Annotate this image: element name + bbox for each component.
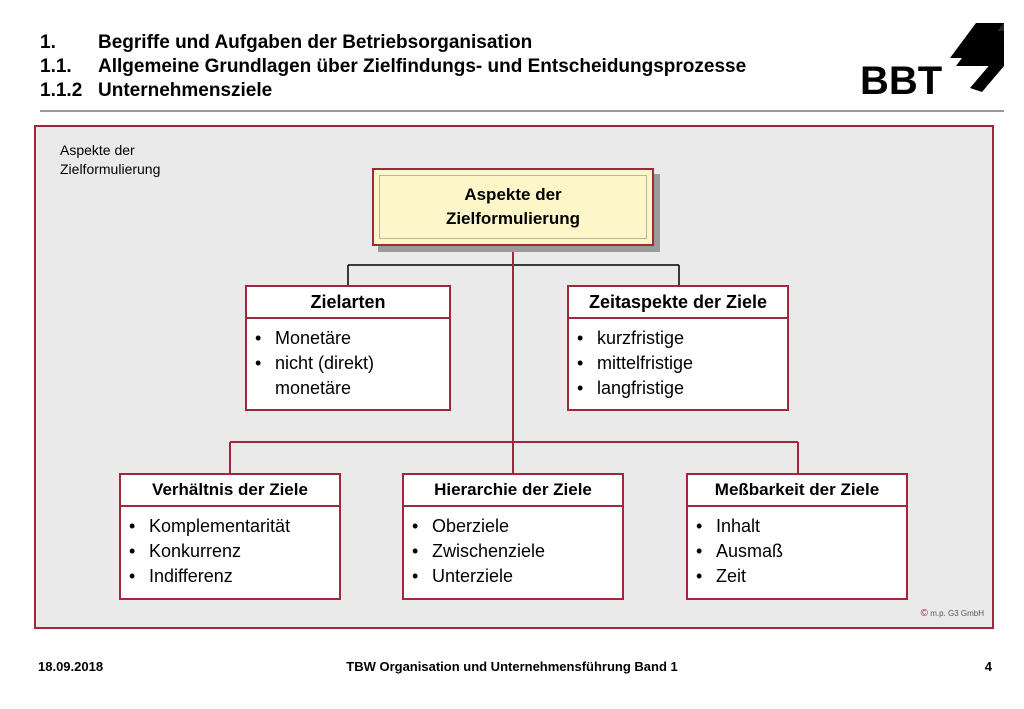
zielarten-box — [245, 285, 451, 411]
panel-caption-line: Zielformulierung — [60, 161, 161, 177]
header-number: 1. — [40, 32, 56, 53]
root-node-label: Aspekte der — [464, 185, 562, 204]
bbt-logo — [858, 18, 1004, 110]
box-title: Zeitaspekte der Ziele — [569, 287, 787, 319]
root-node-label: Zielformulierung — [445, 209, 581, 228]
box-title: Hierarchie der Ziele — [404, 475, 622, 507]
box-title: Meßbarkeit der Ziele — [688, 475, 906, 507]
list-item: • Zeit — [696, 564, 906, 589]
list-item: • Monetäre — [255, 326, 449, 351]
root-node — [372, 168, 654, 246]
header-number: 1.1.2 — [40, 80, 83, 101]
list-item: • Zwischenziele — [412, 539, 622, 564]
header-line-3 — [40, 79, 272, 103]
list-item: • Konkurrenz — [129, 539, 339, 564]
header-text: Unternehmensziele — [98, 80, 273, 101]
header-number: 1.1. — [40, 56, 72, 77]
box-list — [569, 319, 787, 401]
list-item: • nicht (direkt) — [255, 351, 449, 376]
header-divider — [40, 110, 1004, 112]
box-list — [247, 319, 449, 401]
footer-title: TBW Organisation und Unternehmensführung Band 1 — [346, 659, 678, 674]
box-list — [688, 507, 906, 589]
box-list — [404, 507, 622, 589]
zeitaspekte-box — [567, 285, 789, 411]
footer-page-number: 4 — [984, 659, 992, 674]
box-title: Zielarten — [247, 287, 449, 319]
copyright-icon: © — [920, 608, 928, 619]
list-item-continuation: monetäre — [275, 378, 352, 398]
list-item: • mittelfristige — [577, 351, 787, 376]
footer-date: 18.09.2018 — [38, 659, 104, 674]
header-line-1 — [40, 31, 532, 55]
list-item: • Inhalt — [696, 514, 906, 539]
header-line-2 — [40, 55, 746, 79]
panel-caption-line: Aspekte der — [60, 142, 135, 158]
header-text: Allgemeine Grundlagen über Zielfindungs- und Entscheidungsprozesse — [98, 56, 747, 77]
box-list — [121, 507, 339, 589]
verhaeltnis-box — [119, 473, 341, 600]
box-title: Verhältnis der Ziele — [121, 475, 339, 507]
copyright-note — [921, 608, 984, 619]
list-item: • Komplementarität — [129, 514, 339, 539]
list-item: • Unterziele — [412, 564, 622, 589]
list-item: • Ausmaß — [696, 539, 906, 564]
list-item: • langfristige — [577, 376, 787, 401]
copyright-text: m.p. G3 GmbH — [930, 609, 984, 618]
list-item: • Oberziele — [412, 514, 622, 539]
logo-text: BBT — [860, 59, 943, 103]
header-text: Begriffe und Aufgaben der Betriebsorganisation — [98, 32, 533, 53]
hierarchie-box — [402, 473, 624, 600]
messbarkeit-box — [686, 473, 908, 600]
diagram-panel — [34, 125, 994, 629]
list-item: • Indifferenz — [129, 564, 339, 589]
list-item: • kurzfristige — [577, 326, 787, 351]
